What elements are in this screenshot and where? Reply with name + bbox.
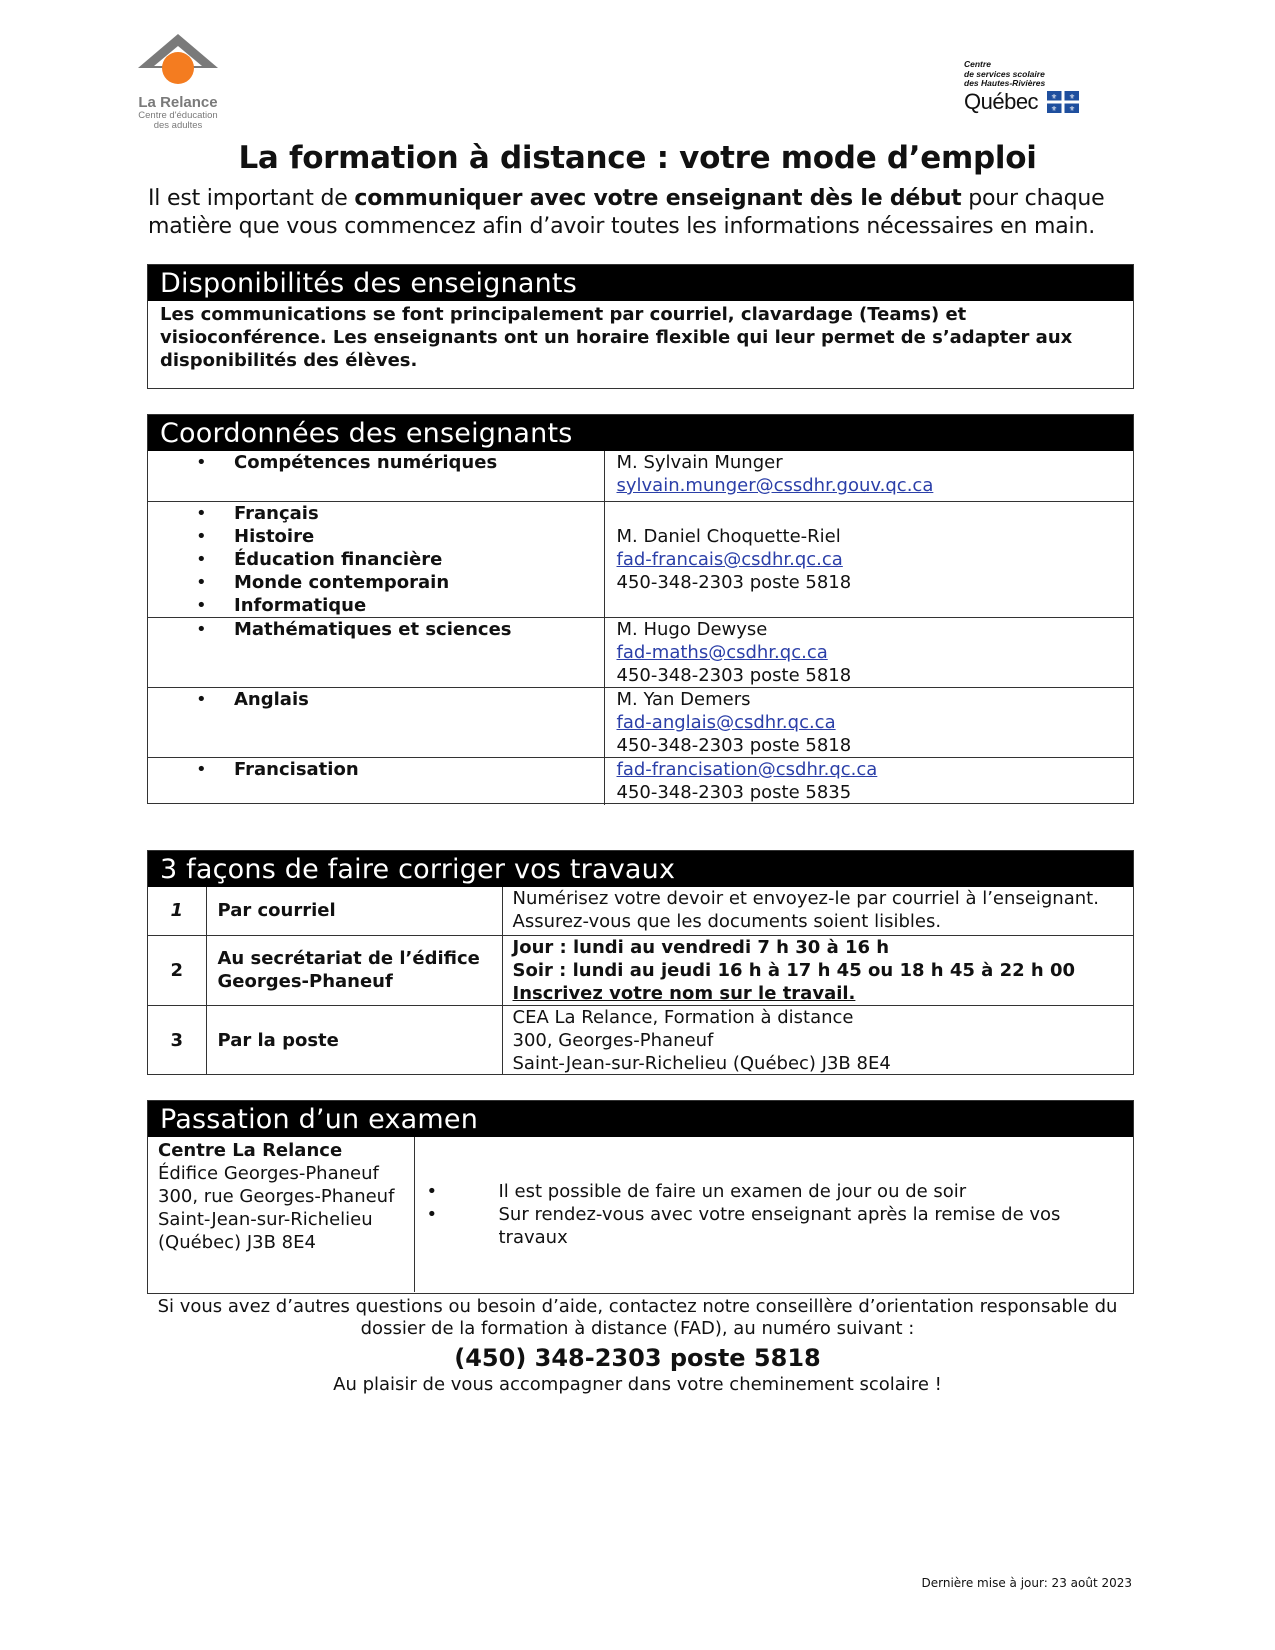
teacher-phone: 450-348-2303 poste 5835 bbox=[616, 781, 852, 803]
subject-item: • Mathématiques et sciences bbox=[148, 618, 604, 641]
teacher-name: M. Yan Demers bbox=[616, 688, 751, 710]
logo-sub-1: Centre d'éducation bbox=[138, 110, 218, 121]
availability-heading: Disponibilités des enseignants bbox=[148, 265, 1133, 301]
teacher-phone: 450-348-2303 poste 5818 bbox=[616, 734, 852, 756]
table-row bbox=[148, 687, 1133, 757]
method-line: 300, Georges-Phaneuf bbox=[512, 1029, 714, 1051]
teacher-name: M. Sylvain Munger bbox=[616, 452, 783, 473]
exam-section bbox=[147, 1100, 1134, 1294]
teacher-email-link[interactable]: fad-maths@csdhr.qc.ca bbox=[616, 641, 828, 663]
method-label: Par la poste bbox=[206, 1005, 502, 1075]
footer-closing: Au plaisir de vous accompagner dans votre cheminement scolaire ! bbox=[333, 1374, 942, 1395]
method-label: Par courriel bbox=[206, 887, 502, 935]
teacher-email-link[interactable]: fad-francais@csdhr.qc.ca bbox=[616, 548, 843, 570]
table-row bbox=[148, 1137, 1133, 1292]
subject-item: • Compétences numériques bbox=[148, 451, 604, 474]
table-row bbox=[148, 501, 1133, 617]
exam-address-line: (Québec) J3B 8E4 bbox=[158, 1232, 316, 1253]
method-number: 3 bbox=[148, 1005, 206, 1075]
method-line: Jour : lundi au vendredi 7 h 30 à 16 h bbox=[512, 936, 890, 958]
method-line: Inscrivez votre nom sur le travail. bbox=[512, 982, 856, 1004]
intro-part-1: Il est important de bbox=[148, 186, 355, 211]
availability-text: Les communications se font principalement par courriel, clavardage (Teams) et visioconférence. Les enseignants ont un horaire flexible qui leur permet de s’adapter aux disponibilités des élèves. bbox=[160, 304, 1073, 371]
method-number: 2 bbox=[148, 935, 206, 1005]
teacher-email-link[interactable]: fad-anglais@csdhr.qc.ca bbox=[616, 711, 836, 733]
teacher-name: M. Hugo Dewyse bbox=[616, 618, 768, 640]
teacher-email-link[interactable]: fad-francisation@csdhr.qc.ca bbox=[616, 758, 878, 780]
subject-item: • Informatique bbox=[148, 594, 604, 617]
footer bbox=[0, 1296, 1275, 1396]
intro-bold: communiquer avec votre enseignant dès le début bbox=[354, 186, 962, 211]
method-line: Numérisez votre devoir et envoyez-le par courriel à l’enseignant. bbox=[512, 888, 1099, 909]
svg-text:⚜: ⚜ bbox=[1069, 104, 1076, 113]
last-update: Dernière mise à jour: 23 août 2023 bbox=[921, 1576, 1132, 1590]
corrections-section bbox=[147, 850, 1134, 1075]
contacts-heading: Coordonnées des enseignants bbox=[148, 415, 1133, 451]
intro-paragraph bbox=[148, 185, 1148, 241]
method-line: CEA La Relance, Formation à distance bbox=[512, 1006, 854, 1028]
quebec-flag-icon bbox=[1047, 91, 1079, 113]
exam-center-name: Centre La Relance bbox=[158, 1140, 343, 1161]
exam-address-line: Saint-Jean-sur-Richelieu bbox=[158, 1209, 373, 1230]
cssdhr-line-3: des Hautes-Rivières bbox=[964, 78, 1046, 88]
teacher-name: M. Daniel Choquette-Riel bbox=[616, 525, 841, 547]
exam-bullet: • Il est possible de faire un examen de jour ou de soir bbox=[415, 1180, 1134, 1203]
availability-section bbox=[147, 264, 1134, 389]
exam-address-line: Édifice Georges-Phaneuf bbox=[158, 1163, 379, 1184]
table-row bbox=[148, 1005, 1133, 1075]
corrections-heading: 3 façons de faire corriger vos travaux bbox=[148, 851, 1133, 887]
svg-text:⚜: ⚜ bbox=[1051, 92, 1058, 101]
table-row bbox=[148, 451, 1133, 501]
subject-item: • Francisation bbox=[148, 758, 604, 781]
logo-sub-2: des adultes bbox=[153, 120, 203, 131]
subject-item: • Anglais bbox=[148, 688, 604, 711]
svg-text:⚜: ⚜ bbox=[1051, 104, 1058, 113]
contacts-table bbox=[148, 451, 1133, 805]
exam-table bbox=[148, 1137, 1133, 1292]
teacher-email-link[interactable]: sylvain.munger@cssdhr.gouv.qc.ca bbox=[616, 475, 934, 496]
page-title: La formation à distance : votre mode d’emploi bbox=[238, 140, 1037, 176]
contacts-section bbox=[147, 414, 1134, 804]
exam-address-line: 300, rue Georges-Phaneuf bbox=[158, 1186, 395, 1207]
table-row bbox=[148, 935, 1133, 1005]
cssdhr-quebec-logo bbox=[964, 60, 1124, 115]
logo-name: La Relance bbox=[138, 94, 218, 111]
method-line: Assurez-vous que les documents soient lisibles. bbox=[512, 911, 942, 932]
intro-part-2: pour chaque matière que vous commencez afin d’avoir toutes les informations nécessaires en main. bbox=[148, 186, 1105, 239]
house-roof-icon bbox=[128, 32, 228, 88]
method-label: Au secrétariat de l’édifice Georges-Phaneuf bbox=[206, 935, 502, 1005]
exam-bullet: • Sur rendez-vous avec votre enseignant après la remise de vos travaux bbox=[415, 1203, 1134, 1249]
subject-item: • Histoire bbox=[148, 525, 604, 548]
table-row bbox=[148, 617, 1133, 687]
corrections-table bbox=[148, 887, 1133, 1075]
teacher-phone: 450-348-2303 poste 5818 bbox=[616, 571, 852, 593]
method-line: Saint-Jean-sur-Richelieu (Québec) J3B 8E4 bbox=[512, 1052, 891, 1074]
la-relance-logo bbox=[128, 32, 228, 131]
teacher-phone: 450-348-2303 poste 5818 bbox=[616, 664, 852, 686]
quebec-wordmark: Québec bbox=[964, 88, 1039, 114]
cssdhr-line-1: Centre bbox=[964, 59, 991, 69]
svg-text:⚜: ⚜ bbox=[1069, 92, 1076, 101]
exam-heading: Passation d’un examen bbox=[148, 1101, 1133, 1137]
footer-phone: (450) 348-2303 poste 5818 bbox=[454, 1344, 821, 1372]
table-row bbox=[148, 757, 1133, 805]
subject-item: • Éducation financière bbox=[148, 548, 604, 571]
method-number: 1 bbox=[148, 887, 206, 935]
footer-line-2: dossier de la formation à distance (FAD), au numéro suivant : bbox=[360, 1318, 915, 1339]
subject-item: • Français bbox=[148, 502, 604, 525]
footer-line-1: Si vous avez d’autres questions ou besoin d’aide, contactez notre conseillère d’orientation responsable du bbox=[157, 1296, 1118, 1317]
method-line: Soir : lundi au jeudi 16 h à 17 h 45 ou 18 h 45 à 22 h 00 bbox=[512, 959, 1076, 981]
table-row bbox=[148, 887, 1133, 935]
cssdhr-line-2: de services scolaire bbox=[964, 68, 1045, 79]
subject-item: • Monde contemporain bbox=[148, 571, 604, 594]
